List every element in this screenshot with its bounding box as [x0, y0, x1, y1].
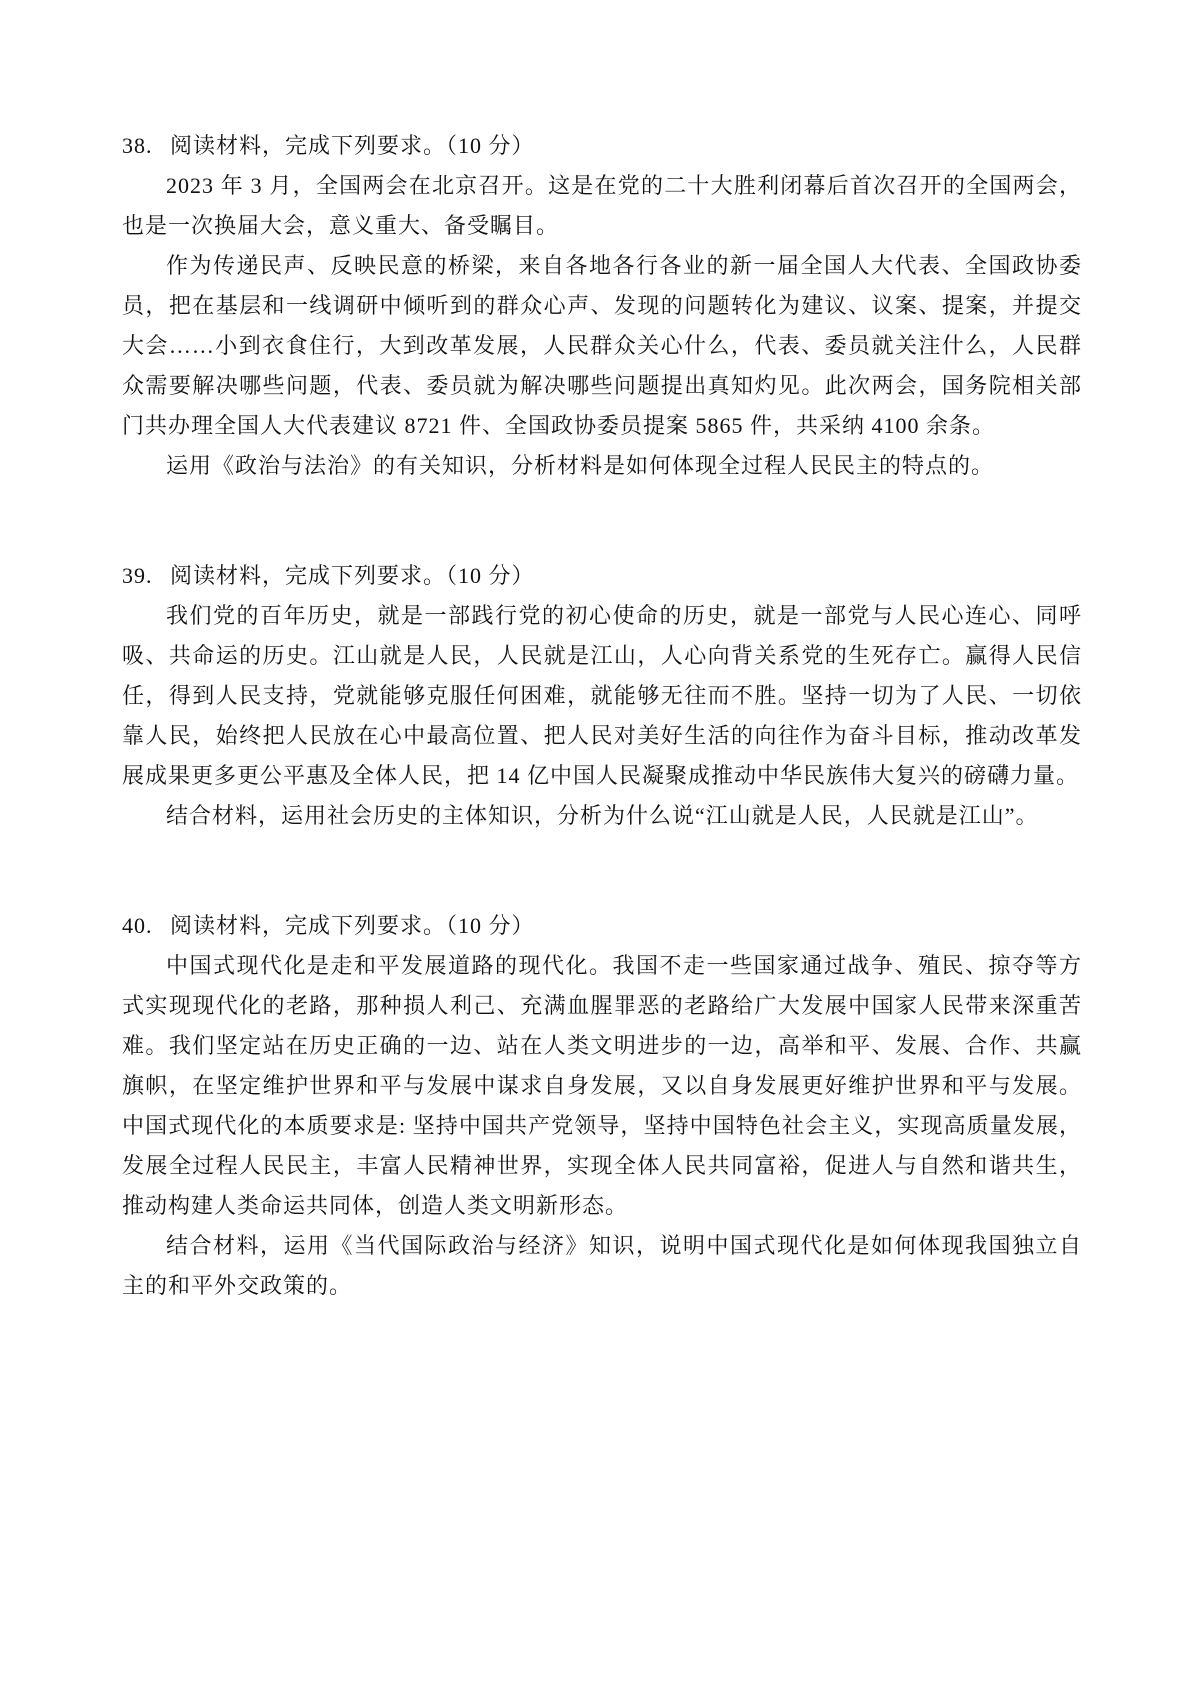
question-number: 38.: [122, 133, 153, 158]
question-title: 阅读材料，完成下列要求。（10 分）: [170, 563, 535, 588]
question-title: 阅读材料，完成下列要求。（10 分）: [170, 913, 535, 938]
material-paragraph: 我们党的百年历史，就是一部践行党的初心使命的历史，就是一部党与人民心连心、同呼吸、共命运的历史。江山就是人民，人民就是江山，人心向背关系党的生死存亡。赢得人民信任，得到人民支持，党就能够克服任何困难，就能够无往而不胜。坚持一切为了人民、一切依靠人民，始终把人民放在心中最高位置、把人民对美好生活的向往作为奋斗目标，推动改革发展成果更多更公平惠及全体人民，把 14 亿中国人民凝聚成推动中华民族伟大复兴的磅礴力量。: [122, 603, 1082, 788]
question-number: 39.: [122, 563, 153, 588]
question-39: [122, 556, 1082, 836]
question-heading: [122, 126, 1082, 166]
material-paragraph: 作为传递民声、反映民意的桥梁，来自各地各行各业的新一届全国人大代表、全国政协委员，把在基层和一线调研中倾听到的群众心声、发现的问题转化为建议、议案、提案，并提交大会……小到衣食住行，大到改革发展，人民群众关心什么，代表、委员就关注什么，人民群众需要解决哪些问题，代表、委员就为解决哪些问题提出真知灼见。此次两会，国务院相关部门共办理全国人大代表建议 8721 件、全国政协委员提案 5865 件，共采纳 4100 余条。: [122, 253, 1082, 438]
question-heading: [122, 556, 1082, 596]
question-prompt: 结合材料，运用社会历史的主体知识，分析为什么说“江山就是人民，人民就是江山”。: [166, 803, 1039, 828]
question-38: [122, 126, 1082, 486]
material-paragraph: 中国式现代化是走和平发展道路的现代化。我国不走一些国家通过战争、殖民、掠夺等方式实现现代化的老路，那种损人利己、充满血腥罪恶的老路给广大发展中国家人民带来深重苦难。我们坚定站在历史正确的一边、站在人类文明进步的一边，高举和平、发展、合作、共赢旗帜，在坚定维护世界和平与发展中谋求自身发展，又以自身发展更好维护世界和平与发展。中国式现代化的本质要求是: 坚持中国共产党领导，坚持中国特色社会主义，实现高质量发展，发展全过程人民民主，丰富人民精神世界，实现全体人民共同富裕，促进人与自然和谐共生，推动构建人类命运共同体，创造人类文明新形态。: [122, 953, 1082, 1218]
question-heading: [122, 906, 1082, 946]
question-number: 40.: [122, 913, 153, 938]
question-prompt: 运用《政治与法治》的有关知识，分析材料是如何体现全过程人民民主的特点的。: [166, 453, 995, 478]
question-40: [122, 906, 1082, 1306]
material-paragraph: 2023 年 3 月，全国两会在北京召开。这是在党的二十大胜利闭幕后首次召开的全国两会，也是一次换届大会，意义重大、备受瞩目。: [122, 173, 1082, 238]
question-prompt: 结合材料，运用《当代国际政治与经济》知识，说明中国式现代化是如何体现我国独立自主的和平外交政策的。: [122, 1233, 1082, 1298]
question-title: 阅读材料，完成下列要求。（10 分）: [170, 133, 535, 158]
